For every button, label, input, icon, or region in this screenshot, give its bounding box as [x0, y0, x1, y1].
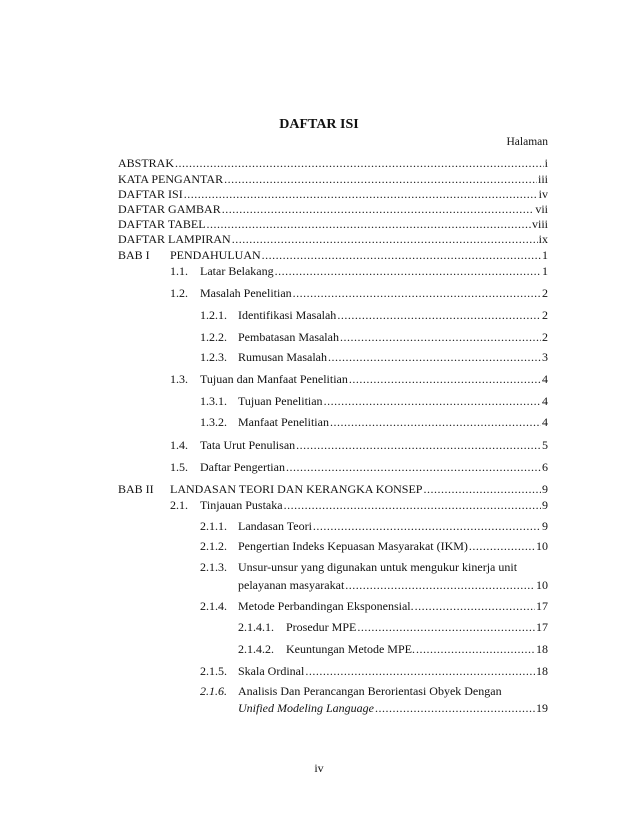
toc-page-number: 3	[542, 350, 548, 364]
toc-entry[interactable]	[200, 663, 548, 678]
toc-label: Keuntungan Metode MPE.	[286, 642, 415, 656]
toc-section-number: 2.1.4.	[200, 599, 227, 613]
leader-dots	[207, 217, 531, 231]
leader-dots	[175, 156, 544, 170]
toc-section-number: 2.1.3.	[200, 560, 227, 574]
toc-entry[interactable]	[200, 349, 548, 364]
toc-section-number: 1.3.1.	[200, 394, 227, 408]
toc-label-line1: Analisis Dan Perancangan Berorientasi Obyek Dengan	[238, 684, 502, 698]
toc-page-number: ix	[538, 232, 548, 246]
toc-entry[interactable]	[200, 598, 548, 613]
toc-page-number: viii	[531, 217, 548, 231]
toc-section-number: 1.2.	[170, 286, 188, 300]
toc-page-number: 9	[542, 519, 548, 533]
toc-section-number: 2.1.5.	[200, 664, 227, 678]
toc-label: KATA PENGANTAR	[118, 172, 224, 186]
toc-entry[interactable]	[200, 518, 548, 533]
toc-label: Landasan Teori	[238, 519, 312, 533]
toc-page-number: 6	[542, 460, 548, 474]
toc-label: PENDAHULUAN	[170, 248, 261, 262]
leader-dots	[296, 438, 541, 452]
toc-section-number: 2.1.1.	[200, 519, 227, 533]
toc-label-line2: pelayanan masyarakat	[238, 578, 345, 592]
toc-entry[interactable]	[118, 216, 548, 231]
leader-dots	[357, 620, 535, 634]
toc-section-number: 1.4.	[170, 438, 188, 452]
toc-entry[interactable]	[238, 577, 548, 592]
toc-page-number: 9	[542, 482, 548, 496]
toc-entry[interactable]	[200, 393, 548, 408]
toc-page-number: 2	[542, 330, 548, 344]
toc-label: Pengertian Indeks Kepuasan Masyarakat (IKM)	[238, 539, 468, 553]
toc-label: ABSTRAK	[118, 156, 175, 170]
toc-label: Prosedur MPE	[286, 620, 357, 634]
toc-section-number: 1.2.3.	[200, 350, 227, 364]
leader-dots	[469, 539, 535, 553]
toc-page-number: iv	[538, 187, 548, 201]
toc-label: Metode Perbandingan Eksponensial.	[238, 599, 414, 613]
toc-chapter-entry[interactable]	[118, 481, 548, 496]
leader-dots	[423, 482, 541, 496]
toc-page-number: 2	[542, 286, 548, 300]
toc-label: DAFTAR TABEL	[118, 217, 206, 231]
leader-dots	[416, 642, 535, 656]
toc-chapter-entry[interactable]	[118, 247, 548, 262]
toc-label: Tata Urut Penulisan	[200, 438, 296, 452]
toc-page-number: 4	[542, 372, 548, 386]
toc-label: Daftar Pengertian	[200, 460, 285, 474]
toc-page-number: 17	[536, 599, 548, 613]
leader-dots	[224, 172, 537, 186]
toc-section-number: 2.1.4.1.	[238, 620, 274, 634]
toc-entry[interactable]	[118, 186, 548, 201]
toc-label: Pembatasan Masalah	[238, 330, 339, 344]
toc-section-number: 1.5.	[170, 460, 188, 474]
toc-section-number: 1.3.	[170, 372, 188, 386]
leader-dots	[415, 599, 535, 613]
toc-label: Tujuan dan Manfaat Penelitian	[200, 372, 348, 386]
page-title: DAFTAR ISI	[279, 117, 359, 132]
leader-dots	[375, 701, 535, 715]
leader-dots	[293, 286, 541, 300]
leader-dots	[337, 308, 541, 322]
leader-dots	[262, 248, 541, 262]
toc-entry[interactable]	[118, 201, 548, 216]
leader-dots	[222, 202, 535, 216]
toc-entry[interactable]	[200, 538, 548, 553]
toc-label: Latar Belakang	[200, 264, 274, 278]
toc-entry[interactable]	[200, 329, 548, 344]
toc-section-number: 1.1.	[170, 264, 188, 278]
leader-dots	[284, 498, 541, 512]
toc-entry[interactable]	[170, 285, 548, 300]
leader-dots	[184, 187, 538, 201]
toc-entry[interactable]	[118, 231, 548, 246]
toc-page-number: 9	[542, 498, 548, 512]
toc-page-number: 1	[542, 264, 548, 278]
toc-entry[interactable]	[170, 371, 548, 386]
toc-label: Identifikasi Masalah	[238, 308, 337, 322]
toc-entry[interactable]	[238, 700, 548, 715]
toc-entry[interactable]	[200, 307, 548, 322]
toc-page-number: 2	[542, 308, 548, 322]
toc-page-number: 4	[542, 394, 548, 408]
toc-entry[interactable]	[170, 263, 548, 278]
toc-label: DAFTAR LAMPIRAN	[118, 232, 231, 246]
leader-dots	[349, 372, 541, 386]
toc-page-number: 1	[542, 248, 548, 262]
toc-page-number: 19	[536, 701, 548, 715]
toc-page-number: 17	[536, 620, 548, 634]
toc-chapter-number: BAB I	[118, 248, 150, 262]
toc-chapter-number: BAB II	[118, 482, 154, 496]
toc-label-line2: Unified Modeling Language	[238, 701, 374, 715]
toc-label: Rumusan Masalah	[238, 350, 327, 364]
toc-label: Masalah Penelitian	[200, 286, 292, 300]
toc-label: LANDASAN TEORI DAN KERANGKA KONSEP	[170, 482, 423, 496]
toc-page-number: 4	[542, 415, 548, 429]
toc-label: Skala Ordinal	[238, 664, 305, 678]
leader-dots	[345, 578, 535, 592]
toc-page-number: 18	[536, 642, 548, 656]
leader-dots	[324, 394, 541, 408]
toc-label: Tujuan Penelitian	[238, 394, 323, 408]
toc-entry[interactable]	[170, 459, 548, 474]
toc-section-number: 2.1.6.	[200, 684, 227, 698]
leader-dots	[313, 519, 541, 533]
toc-page-number: 10	[536, 539, 548, 553]
toc-entry[interactable]	[118, 171, 548, 186]
leader-dots	[286, 460, 541, 474]
toc-page-number: i	[544, 156, 548, 170]
toc-page-number: iii	[537, 172, 548, 186]
toc-page-number: 5	[542, 438, 548, 452]
toc-entry[interactable]	[238, 619, 548, 634]
toc-section-number: 2.1.4.2.	[238, 642, 274, 656]
toc-entry[interactable]	[170, 437, 548, 452]
toc-label: DAFTAR GAMBAR	[118, 202, 221, 216]
toc-label: DAFTAR ISI	[118, 187, 183, 201]
leader-dots	[328, 350, 541, 364]
toc-section-number: 1.2.1.	[200, 308, 227, 322]
toc-label: Manfaat Penelitian	[238, 415, 329, 429]
toc-label-line1: Unsur-unsur yang digunakan untuk mengukur kinerja unit	[238, 560, 518, 574]
toc-entry[interactable]	[238, 641, 548, 656]
leader-dots	[232, 232, 538, 246]
leader-dots	[330, 415, 541, 429]
toc-section-number: 2.1.	[170, 498, 188, 512]
toc-section-number: 2.1.2.	[200, 539, 227, 553]
toc-page-number: 18	[536, 664, 548, 678]
halaman-label: Halaman	[506, 136, 548, 148]
toc-page-number: vii	[535, 202, 548, 216]
page-footer-number: iv	[314, 761, 324, 775]
toc-section-number: 1.2.2.	[200, 330, 227, 344]
toc-section-number: 1.3.2.	[200, 415, 227, 429]
toc-entry[interactable]	[118, 155, 548, 170]
leader-dots	[340, 330, 541, 344]
toc-entry[interactable]	[200, 414, 548, 429]
leader-dots	[275, 264, 541, 278]
leader-dots	[305, 664, 535, 678]
toc-page-number: 10	[536, 578, 548, 592]
toc-entry[interactable]	[170, 497, 548, 512]
toc-label: Tinjauan Pustaka	[200, 498, 283, 512]
